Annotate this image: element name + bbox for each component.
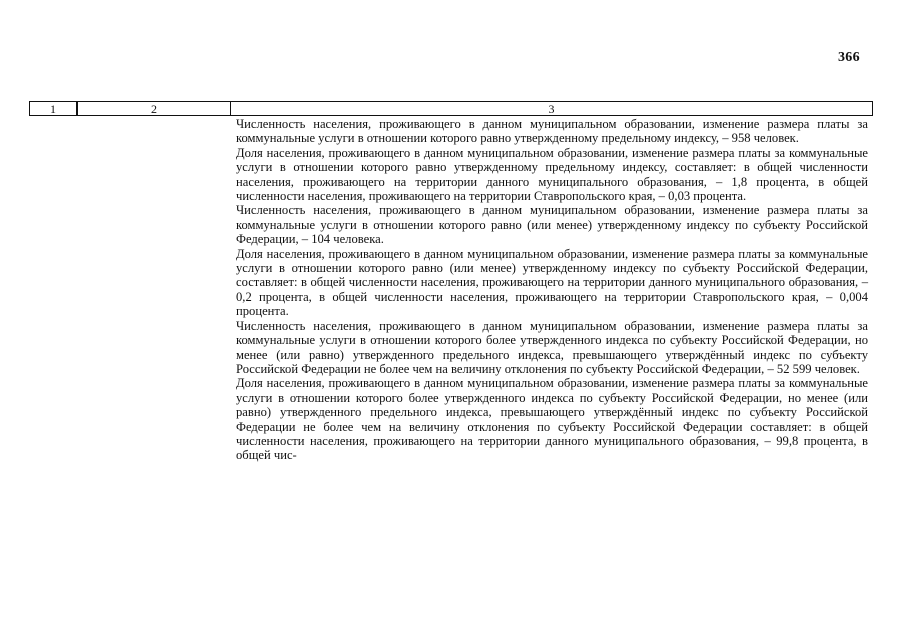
column-header-1: 1 xyxy=(30,102,78,116)
page-number: 366 xyxy=(838,50,860,65)
paragraph: Численность населения, проживающего в данном муниципальном образовании, изменение размера платы за коммунальные услуги в отношении которого более утвержденного индекса по субъекту Российской Федерации, но менее (или равно) утвержденного предельного индекса, превышающего утверждённый индекс по субъекту Российской Федерации не более чем на величину отклонения по субъекту Российской Федерации, – 52 599 человек. xyxy=(236,318,868,376)
paragraph: Доля населения, проживающего в данном муниципальном образовании, изменение размера платы за коммунальные услуги в отношении которого равно (или менее) утвержденному индексу по субъекту Российской Федерации, составляет: в общей численности населения, проживающего на территории данного муниципального образования, – 0,2 процента, в общей численности населения, проживающего на территории Ставропольского края, – 0,004 процента. xyxy=(236,246,868,319)
document-body xyxy=(236,117,868,463)
paragraph: Численность населения, проживающего в данном муниципальном образовании, изменение размера платы за коммунальные услуги в отношении которого равно утвержденному предельному индексу, – 958 человек. xyxy=(236,117,868,146)
column-header-3: 3 xyxy=(231,102,873,116)
paragraph: Доля населения, проживающего в данном муниципальном образовании, изменение размера платы за коммунальные услуги в отношении которого более утвержденного индекса по субъекту Российской Федерации, но менее (или равно) утвержденного предельного индекса, превышающего утверждённый индекс по субъекту Российской Федерации не более чем на величину отклонения по субъекту Российской Федерации составляет: в общей численности населения, проживающего на территории данного муниципального образования, – 99,8 процента, в общей чис- xyxy=(236,376,868,463)
column-header-2: 2 xyxy=(77,102,231,116)
paragraph: Доля населения, проживающего в данном муниципальном образовании, изменение размера платы за коммунальные услуги в отношении которого равно утвержденному предельному индексу, составляет: в общей численности населения, проживающего на территории данного муниципального образования, – 1,8 процента, в общей численности населения, проживающего на территории Ставропольского края, – 0,03 процента. xyxy=(236,145,868,204)
paragraph: Численность населения, проживающего в данном муниципальном образовании, изменение размера платы за коммунальные услуги в отношении которого равно (или менее) утвержденному индексу по субъекту Российской Федерации, – 104 человека. xyxy=(236,203,868,247)
column-header-table xyxy=(29,101,873,116)
